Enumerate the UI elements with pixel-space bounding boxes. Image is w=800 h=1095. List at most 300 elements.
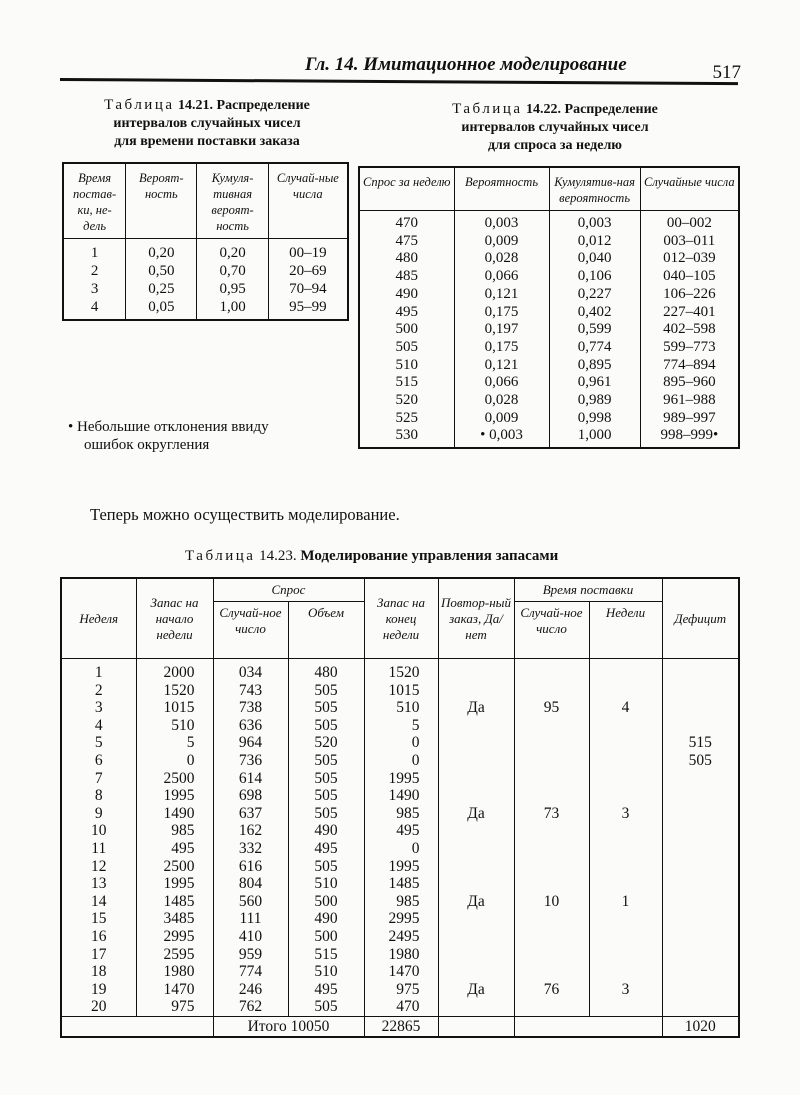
- cell-rnd: 774: [213, 963, 288, 981]
- cell-lweeks: [589, 928, 662, 946]
- table-cell: 0,009: [454, 233, 549, 251]
- cell-vol: 495: [288, 981, 364, 999]
- table-cell: 106–226: [640, 286, 739, 304]
- totals-demand-cell: [213, 1016, 364, 1037]
- cell-start: 1470: [136, 981, 213, 999]
- table-row: [359, 211, 739, 233]
- empty-cell: [514, 1016, 662, 1037]
- table-cell: 0,989: [549, 392, 640, 410]
- empty-cell: [61, 1016, 213, 1037]
- cell-vol: 500: [288, 893, 364, 911]
- cell-end: 0: [364, 840, 438, 858]
- cell-reorder: Да: [438, 699, 514, 717]
- cell-vol: 510: [288, 963, 364, 981]
- table-cell: 0,961: [549, 374, 640, 392]
- cell-lrnd: 73: [514, 805, 589, 823]
- cell-end: 985: [364, 893, 438, 911]
- column-header-demand: Спрос: [213, 578, 364, 602]
- cell-vol: 490: [288, 822, 364, 840]
- table-body: [359, 211, 739, 449]
- table-cell: 402–598: [640, 321, 739, 339]
- cell-reorder: [438, 717, 514, 735]
- column-header: Вероятность: [454, 167, 549, 211]
- cell-vol: 505: [288, 752, 364, 770]
- cell-start: 1485: [136, 893, 213, 911]
- table-row: [61, 822, 739, 840]
- table-cell: 0,066: [454, 374, 549, 392]
- chapter-title: Гл. 14. Имитационное моделирование: [305, 54, 627, 75]
- cell-deficit: [662, 770, 739, 788]
- column-header: Случайные числа: [640, 167, 739, 211]
- table-cell: 0,599: [549, 321, 640, 339]
- table-row: [61, 946, 739, 964]
- table-body: [63, 239, 348, 321]
- cell-lweeks: [589, 734, 662, 752]
- cell-end: 1980: [364, 946, 438, 964]
- cell-week: 17: [91, 945, 107, 963]
- cell-lweeks: [589, 858, 662, 876]
- cell-reorder: [438, 998, 514, 1016]
- cell-reorder: [438, 787, 514, 805]
- caption-title-line: интервалов случайных чисел: [461, 120, 649, 135]
- table-row: [359, 321, 739, 339]
- cell-end: 510: [364, 699, 438, 717]
- cell-week: 9: [94, 804, 103, 822]
- table-cell: 0,774: [549, 339, 640, 357]
- column-header-deficit: Дефицит: [662, 578, 739, 659]
- table-cell: 1: [90, 245, 99, 261]
- table-cell: 1,000: [549, 427, 640, 448]
- cell-week: 4: [94, 716, 103, 734]
- cell-reorder: [438, 770, 514, 788]
- table-cell: 95–99: [268, 298, 348, 320]
- column-header-lead-time: Время поставки: [514, 578, 662, 602]
- table-cell: 495: [395, 303, 418, 320]
- cell-week: 10: [91, 822, 107, 840]
- cell-week: 3: [94, 699, 103, 717]
- caption-label: Таблица: [452, 101, 523, 117]
- cell-end: 470: [364, 998, 438, 1016]
- footnote-line: ошибок округления: [84, 437, 210, 453]
- cell-vol: 500: [288, 928, 364, 946]
- table-cell: 500: [395, 321, 418, 338]
- cell-lrnd: [514, 822, 589, 840]
- cell-rnd: 736: [213, 752, 288, 770]
- cell-reorder: Да: [438, 981, 514, 999]
- table-row: [63, 262, 348, 280]
- table-cell: 3: [90, 281, 99, 297]
- table-cell: 998–999•: [640, 427, 739, 448]
- cell-rnd: 637: [213, 805, 288, 823]
- column-header-week: Неделя: [61, 578, 136, 659]
- table-cell: 0,028: [454, 250, 549, 268]
- cell-lrnd: 76: [514, 981, 589, 999]
- table-cell: 0,70: [197, 262, 268, 280]
- cell-start: 2000: [136, 659, 213, 682]
- cell-rnd: 636: [213, 717, 288, 735]
- column-header: Случай-ные числа: [268, 163, 348, 239]
- column-header-reorder: Повтор-ный заказ, Да/нет: [438, 578, 514, 659]
- cell-start: 985: [136, 822, 213, 840]
- table-row: [61, 805, 739, 823]
- table-cell: 227–401: [640, 304, 739, 322]
- cell-lweeks: [589, 946, 662, 964]
- table-cell: 510: [395, 356, 418, 373]
- cell-start: 975: [136, 998, 213, 1016]
- cell-lrnd: 10: [514, 893, 589, 911]
- cell-deficit: [662, 893, 739, 911]
- cell-rnd: 743: [213, 682, 288, 700]
- table-cell: 0,998: [549, 410, 640, 428]
- totals-end-stock: 22865: [364, 1016, 438, 1037]
- cell-lrnd: [514, 734, 589, 752]
- table-cell: 012–039: [640, 250, 739, 268]
- table-cell: 774–894: [640, 357, 739, 375]
- cell-vol: 505: [288, 699, 364, 717]
- cell-deficit: [662, 717, 739, 735]
- cell-week: 11: [91, 839, 107, 857]
- cell-deficit: 505: [662, 752, 739, 770]
- cell-end: 1485: [364, 875, 438, 893]
- table-row: [61, 659, 739, 682]
- cell-rnd: 762: [213, 998, 288, 1016]
- table-row: [61, 699, 739, 717]
- cell-week: 14: [91, 892, 107, 910]
- table-cell: 0,121: [454, 357, 549, 375]
- table-cell: 490: [395, 285, 418, 302]
- caption-title-line: для времени поставки заказа: [114, 134, 300, 149]
- table-cell: 0,121: [454, 286, 549, 304]
- table-cell: 989–997: [640, 410, 739, 428]
- table-body: [61, 659, 739, 1017]
- table-cell: 00–002: [640, 211, 739, 233]
- cell-rnd: 614: [213, 770, 288, 788]
- cell-deficit: [662, 981, 739, 999]
- table-cell: 0,50: [126, 262, 197, 280]
- table-cell: 0,066: [454, 268, 549, 286]
- cell-rnd: 738: [213, 699, 288, 717]
- cell-rnd: 111: [213, 910, 288, 928]
- cell-end: 0: [364, 752, 438, 770]
- column-header-lead-random: Случай-ное число: [514, 602, 589, 659]
- table-cell: 525: [395, 409, 418, 426]
- cell-lrnd: [514, 946, 589, 964]
- cell-start: 0: [136, 752, 213, 770]
- table-cell: 470: [395, 215, 418, 231]
- table-row: [359, 304, 739, 322]
- cell-lweeks: [589, 840, 662, 858]
- cell-week: 1: [94, 664, 103, 681]
- cell-lweeks: [589, 752, 662, 770]
- cell-lweeks: [589, 682, 662, 700]
- cell-lweeks: [589, 998, 662, 1016]
- cell-lrnd: [514, 998, 589, 1016]
- table-row: [61, 840, 739, 858]
- cell-vol: 505: [288, 805, 364, 823]
- cell-reorder: Да: [438, 805, 514, 823]
- cell-week: 12: [91, 857, 107, 875]
- cell-lrnd: [514, 682, 589, 700]
- table-cell: 520: [395, 392, 418, 409]
- cell-lweeks: 3: [589, 981, 662, 999]
- cell-deficit: [662, 840, 739, 858]
- caption-title: Распределение: [564, 102, 658, 117]
- cell-start: 2500: [136, 770, 213, 788]
- cell-lweeks: [589, 770, 662, 788]
- cell-deficit: [662, 963, 739, 981]
- table-cell: 0,106: [549, 268, 640, 286]
- cell-rnd: 698: [213, 787, 288, 805]
- cell-end: 0: [364, 734, 438, 752]
- table-cell: 480: [395, 250, 418, 267]
- cell-deficit: [662, 699, 739, 717]
- cell-lweeks: [589, 875, 662, 893]
- cell-vol: 505: [288, 787, 364, 805]
- cell-week: 6: [94, 751, 103, 769]
- cell-deficit: [662, 659, 739, 682]
- table-cell: 1,00: [197, 298, 268, 320]
- cell-end: 1995: [364, 770, 438, 788]
- table-cell: 0,20: [197, 239, 268, 263]
- cell-lrnd: [514, 875, 589, 893]
- table-cell: 530: [395, 427, 418, 444]
- table-row: [359, 250, 739, 268]
- cell-lweeks: [589, 717, 662, 735]
- table-cell: 0,895: [549, 357, 640, 375]
- cell-reorder: [438, 910, 514, 928]
- cell-reorder: [438, 928, 514, 946]
- cell-lweeks: [589, 659, 662, 682]
- cell-reorder: [438, 752, 514, 770]
- cell-reorder: [438, 659, 514, 682]
- table-cell: 0,197: [454, 321, 549, 339]
- cell-start: 1995: [136, 787, 213, 805]
- table-row: [61, 770, 739, 788]
- table-row: [61, 963, 739, 981]
- cell-week: 19: [91, 980, 107, 998]
- cell-start: 495: [136, 840, 213, 858]
- cell-week: 13: [91, 875, 107, 893]
- table-14-21-caption: [62, 96, 352, 151]
- cell-lweeks: [589, 963, 662, 981]
- cell-week: 20: [91, 998, 107, 1016]
- table-14-23: [60, 577, 740, 1038]
- table-row: [61, 734, 739, 752]
- cell-vol: 515: [288, 946, 364, 964]
- cell-end: 1520: [364, 659, 438, 682]
- cell-vol: 510: [288, 875, 364, 893]
- cell-deficit: [662, 822, 739, 840]
- column-header-lead-weeks: Недели: [589, 602, 662, 659]
- table-row: [61, 787, 739, 805]
- table-cell: 0,009: [454, 410, 549, 428]
- empty-cell: [438, 1016, 514, 1037]
- cell-reorder: [438, 858, 514, 876]
- table-row: [61, 752, 739, 770]
- cell-lrnd: [514, 717, 589, 735]
- cell-week: 2: [94, 681, 103, 699]
- cell-vol: 505: [288, 998, 364, 1016]
- table-cell: 00–19: [268, 239, 348, 263]
- caption-number: 14.22.: [526, 102, 562, 117]
- table-cell: 0,227: [549, 286, 640, 304]
- column-header: Кумулятив-ная вероятность: [549, 167, 640, 211]
- table-14-23-caption: [185, 548, 558, 565]
- body-paragraph: Теперь можно осуществить моделирование.: [90, 505, 400, 524]
- cell-end: 1015: [364, 682, 438, 700]
- cell-end: 2995: [364, 910, 438, 928]
- cell-rnd: 034: [213, 659, 288, 682]
- table-cell: 0,003: [549, 211, 640, 233]
- cell-rnd: 332: [213, 840, 288, 858]
- table-cell: 0,028: [454, 392, 549, 410]
- cell-reorder: [438, 682, 514, 700]
- totals-deficit: 1020: [662, 1016, 739, 1037]
- totals-demand-volume: 10050: [290, 1017, 330, 1035]
- table-cell: 0,402: [549, 304, 640, 322]
- table-cell: 475: [395, 232, 418, 249]
- table-row: [359, 357, 739, 375]
- cell-reorder: [438, 875, 514, 893]
- cell-reorder: [438, 840, 514, 858]
- column-header: Время постав-ки, не-дель: [63, 163, 126, 239]
- cell-start: 1980: [136, 963, 213, 981]
- totals-row: [61, 1016, 739, 1037]
- column-header-demand-random: Случай-ное число: [213, 602, 288, 659]
- table-14-21: [62, 162, 349, 321]
- table-row: [61, 893, 739, 911]
- table-row: [61, 858, 739, 876]
- cell-lweeks: [589, 787, 662, 805]
- cell-rnd: 804: [213, 875, 288, 893]
- page-number: 517: [712, 62, 741, 83]
- cell-reorder: Да: [438, 893, 514, 911]
- cell-start: 1995: [136, 875, 213, 893]
- table-row: [61, 910, 739, 928]
- cell-week: 18: [91, 963, 107, 981]
- column-header: Спрос за неделю: [359, 167, 454, 211]
- caption-title: Распределение: [216, 98, 310, 113]
- cell-start: 1490: [136, 805, 213, 823]
- column-header-start-stock: Запас на начало недели: [136, 578, 213, 659]
- table-cell: 040–105: [640, 268, 739, 286]
- table-cell: 0,175: [454, 304, 549, 322]
- cell-lrnd: [514, 770, 589, 788]
- table-row: [63, 280, 348, 298]
- cell-vol: 505: [288, 717, 364, 735]
- cell-week: 5: [94, 734, 103, 752]
- cell-reorder: [438, 822, 514, 840]
- cell-reorder: [438, 946, 514, 964]
- cell-start: 510: [136, 717, 213, 735]
- table-cell: 895–960: [640, 374, 739, 392]
- table-cell: 0,012: [549, 233, 640, 251]
- cell-end: 985: [364, 805, 438, 823]
- cell-deficit: [662, 946, 739, 964]
- cell-vol: 480: [288, 659, 364, 682]
- table-cell: • 0,003: [454, 427, 549, 448]
- cell-lweeks: [589, 910, 662, 928]
- cell-deficit: [662, 787, 739, 805]
- totals-label: Итого: [247, 1017, 287, 1035]
- cell-end: 1995: [364, 858, 438, 876]
- cell-start: 1015: [136, 699, 213, 717]
- cell-vol: 495: [288, 840, 364, 858]
- table-row: [359, 427, 739, 448]
- caption-label: Таблица: [185, 548, 256, 564]
- table-cell: 4: [90, 299, 99, 315]
- column-header: Кумуля-тивная вероят-ность: [197, 163, 268, 239]
- caption-number: 14.21.: [178, 98, 214, 113]
- table-row: [359, 233, 739, 251]
- cell-lrnd: [514, 840, 589, 858]
- cell-lrnd: [514, 659, 589, 682]
- cell-rnd: 246: [213, 981, 288, 999]
- cell-week: 16: [91, 927, 107, 945]
- table-row: [61, 928, 739, 946]
- table-row: [359, 374, 739, 392]
- cell-end: 975: [364, 981, 438, 999]
- cell-lweeks: 4: [589, 699, 662, 717]
- cell-start: 2500: [136, 858, 213, 876]
- caption-title-line: интервалов случайных чисел: [113, 116, 301, 131]
- cell-lweeks: 3: [589, 805, 662, 823]
- header-rule: [60, 78, 738, 85]
- table-row: [359, 286, 739, 304]
- cell-lweeks: 1: [589, 893, 662, 911]
- cell-start: 2995: [136, 928, 213, 946]
- cell-end: 2495: [364, 928, 438, 946]
- cell-start: 1520: [136, 682, 213, 700]
- cell-lrnd: [514, 910, 589, 928]
- cell-lrnd: [514, 787, 589, 805]
- cell-week: 15: [91, 910, 107, 928]
- cell-end: 495: [364, 822, 438, 840]
- table-cell: 0,05: [126, 298, 197, 320]
- table-14-22-caption: [400, 100, 710, 155]
- cell-reorder: [438, 734, 514, 752]
- cell-rnd: 162: [213, 822, 288, 840]
- cell-vol: 505: [288, 858, 364, 876]
- table-cell: 2: [90, 263, 99, 279]
- table-cell: 0,040: [549, 250, 640, 268]
- table-cell: 961–988: [640, 392, 739, 410]
- cell-rnd: 410: [213, 928, 288, 946]
- table-cell: 0,20: [126, 239, 197, 263]
- table-row: [359, 392, 739, 410]
- cell-end: 1490: [364, 787, 438, 805]
- column-header-demand-volume: Объем: [288, 602, 364, 659]
- cell-lweeks: [589, 822, 662, 840]
- cell-deficit: [662, 998, 739, 1016]
- cell-rnd: 616: [213, 858, 288, 876]
- table-row: [61, 875, 739, 893]
- cell-lrnd: [514, 752, 589, 770]
- table-cell: 0,003: [454, 211, 549, 233]
- cell-lrnd: 95: [514, 699, 589, 717]
- cell-end: 5: [364, 717, 438, 735]
- cell-rnd: 964: [213, 734, 288, 752]
- cell-start: 5: [136, 734, 213, 752]
- column-header: Вероят-ность: [126, 163, 197, 239]
- cell-end: 1470: [364, 963, 438, 981]
- footnote: [68, 418, 269, 454]
- cell-vol: 490: [288, 910, 364, 928]
- cell-week: 7: [94, 769, 103, 787]
- running-head: [60, 50, 745, 82]
- caption-label: Таблица: [104, 97, 175, 113]
- table-14-22: [358, 166, 740, 449]
